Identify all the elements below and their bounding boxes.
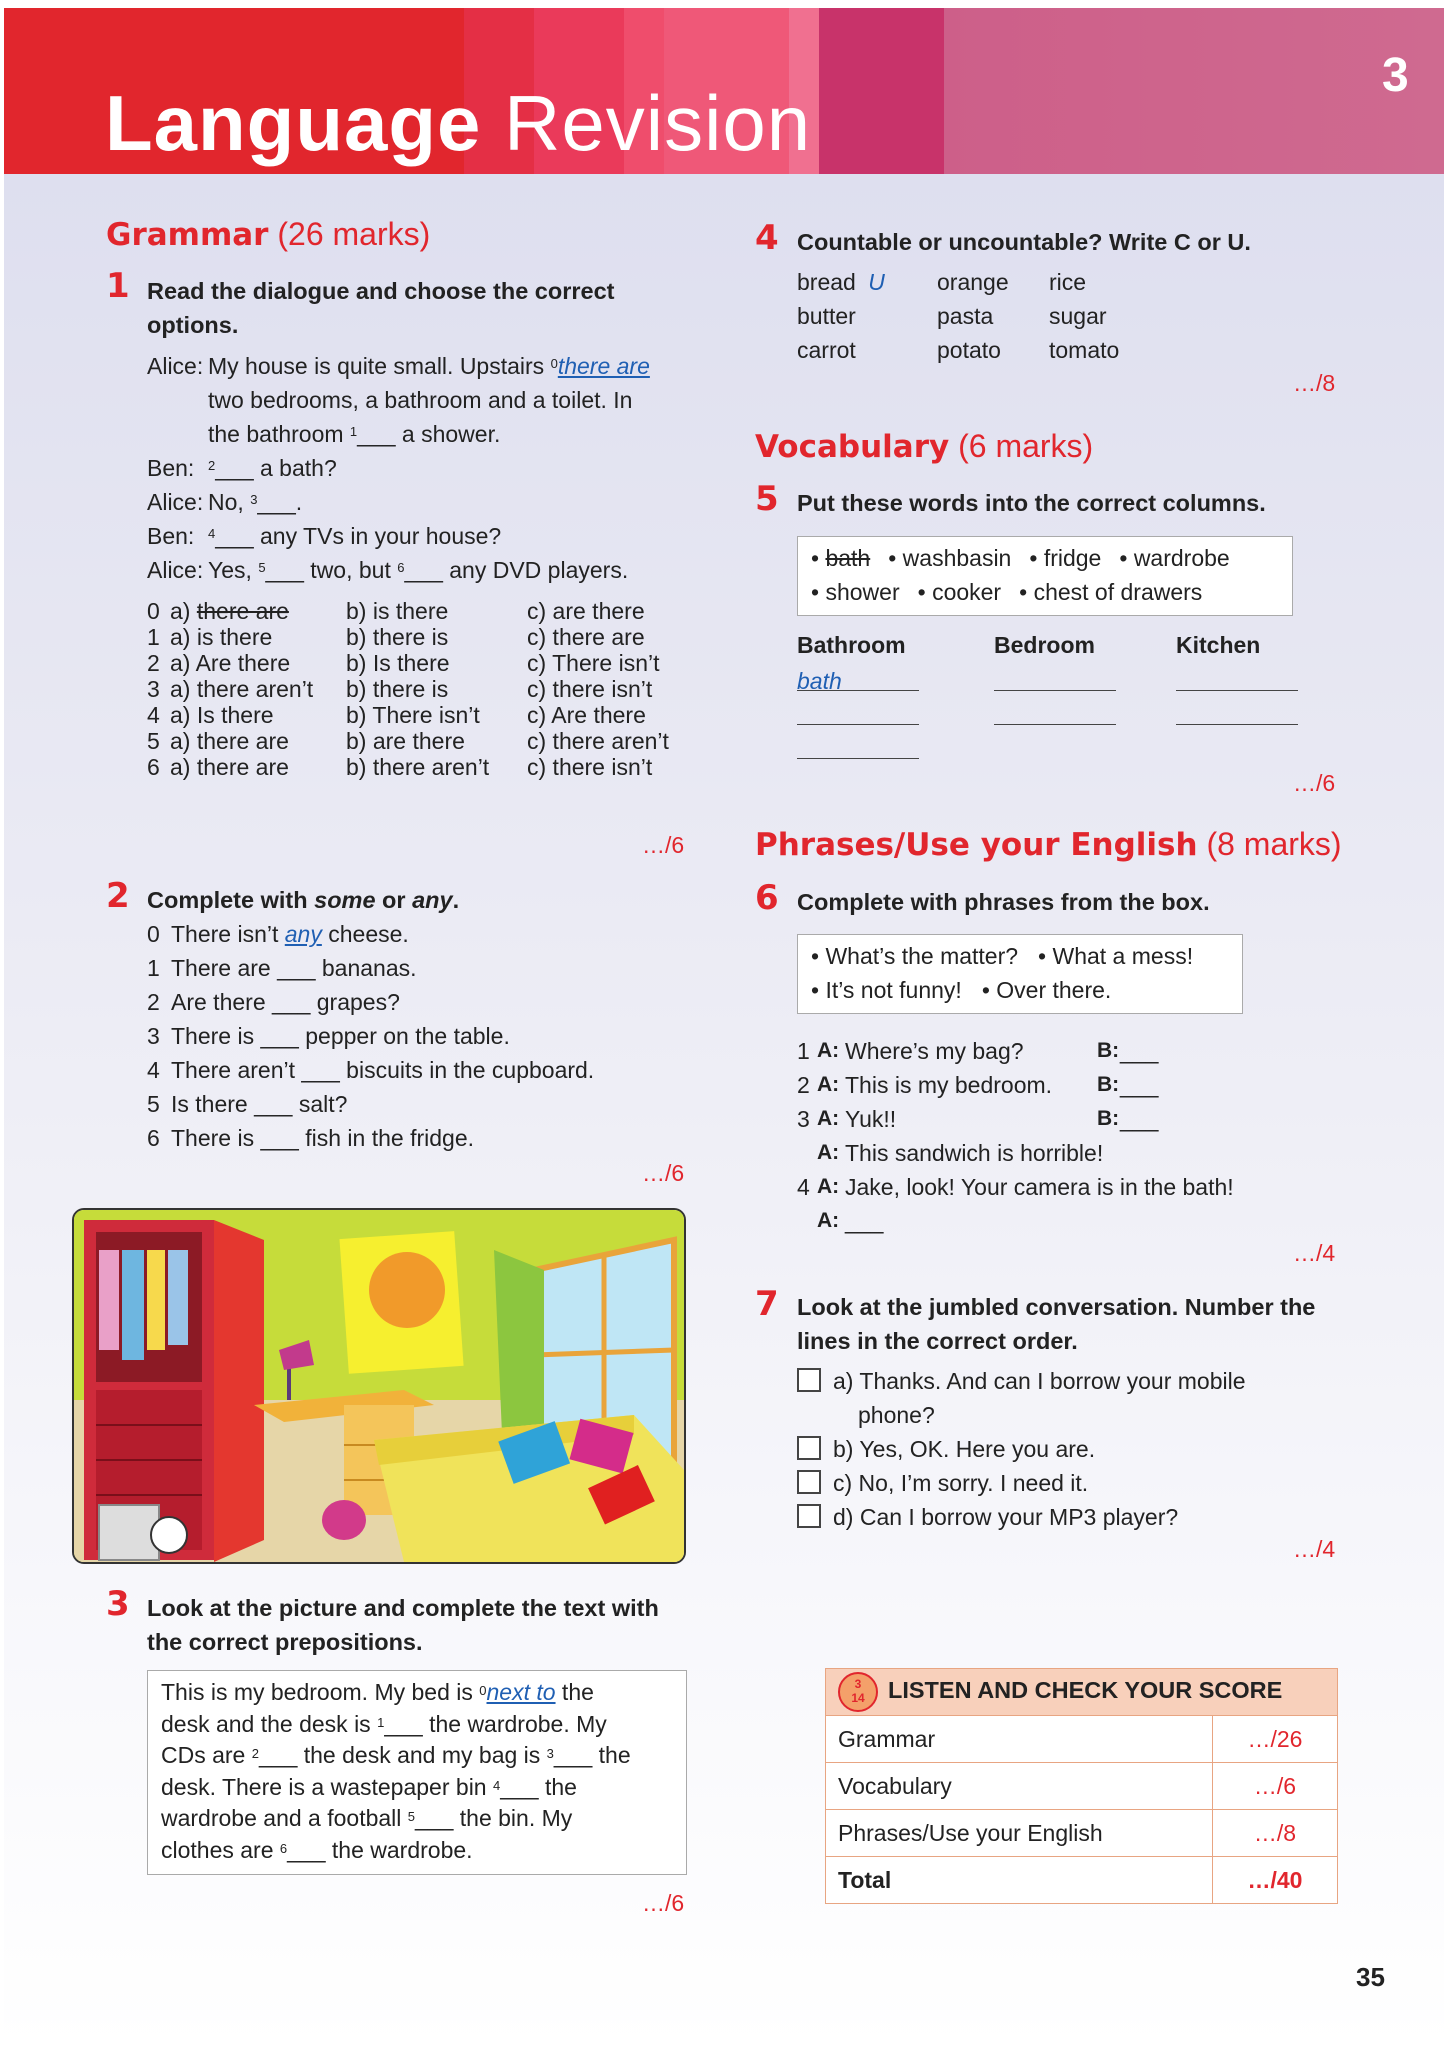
- jumbled-line: [797, 1500, 1246, 1534]
- box-word: • washbasin: [888, 545, 1012, 571]
- line-text: d) Can I borrow your MP3 player?: [833, 1504, 1179, 1530]
- example-answer: there are: [557, 353, 650, 379]
- crossed-option: there are: [196, 598, 289, 624]
- box-phrase: • What a mess!: [1038, 943, 1194, 969]
- line-text: Jake, look! Your camera is in the bath!: [845, 1174, 1234, 1200]
- gap-number: 4: [208, 526, 216, 541]
- word: potato: [937, 337, 1001, 363]
- option-b[interactable]: b) There isn’t: [346, 702, 480, 728]
- dialogue-text: Yes, $^5$___ two, but $^6$___ any DVD players.: [208, 557, 629, 583]
- speaker: Alice:: [147, 489, 204, 515]
- speaker-a: A:: [817, 1175, 840, 1198]
- word: butter: [797, 303, 856, 329]
- option-b[interactable]: b) are there: [346, 728, 465, 754]
- item-number: 3: [797, 1106, 810, 1132]
- line-text: This sandwich is horrible!: [845, 1140, 1104, 1166]
- box-phrase: • It’s not funny!: [811, 977, 962, 1003]
- exercise-3-instruction: Look at the picture and complete the text with the correct prepositions.: [147, 1595, 659, 1655]
- exercise-5-word-box: [797, 536, 1293, 616]
- exercise-5-number: 5: [755, 479, 779, 519]
- item-number: 1: [797, 1038, 810, 1064]
- dialogue-text: the bathroom $^1$___ a shower.: [208, 421, 501, 447]
- gap-number: 6: [397, 560, 405, 575]
- option-number: 6: [147, 754, 160, 780]
- option-a[interactable]: a) there are: [170, 754, 289, 780]
- speaker-a: A:: [817, 1141, 840, 1164]
- dialogue-text: No, $^3$___.: [208, 489, 303, 515]
- order-checkbox[interactable]: [797, 1470, 821, 1494]
- dialogue-text: $^2$___ a bath?: [208, 455, 337, 481]
- order-checkbox[interactable]: [797, 1368, 821, 1392]
- option-a[interactable]: a) there are: [170, 728, 289, 754]
- line-text: a) Thanks. And can I borrow your mobile: [833, 1368, 1246, 1394]
- item-number: 4: [147, 1057, 160, 1083]
- bathroom-example-answer: bath: [797, 668, 842, 694]
- bedroom-blank-1[interactable]: [994, 724, 1116, 725]
- answer-blank[interactable]: ___: [1120, 1106, 1159, 1132]
- line-text: Where’s my bag?: [845, 1038, 1024, 1064]
- box-word: • chest of drawers: [1019, 579, 1203, 605]
- exercise-2-instruction: Complete with some or any.: [147, 887, 460, 913]
- option-number: 1: [147, 624, 160, 650]
- order-checkbox[interactable]: [797, 1504, 821, 1528]
- word: orange: [937, 269, 1009, 295]
- gap-number: 0: [550, 356, 558, 371]
- exercise-4-number: 4: [755, 218, 779, 258]
- exercise-5-instruction: Put these words into the correct columns.: [797, 490, 1266, 516]
- option-c[interactable]: c) there are: [527, 624, 645, 650]
- box-phrase: • What’s the matter?: [811, 943, 1019, 969]
- bathroom-blank-1[interactable]: [797, 724, 919, 725]
- phrases-heading: Phrases/Use your English (8 marks): [755, 826, 1342, 863]
- answer-blank[interactable]: ___: [1120, 1072, 1159, 1098]
- option-a[interactable]: a) there are: [170, 598, 289, 624]
- speaker: Alice:: [147, 353, 204, 379]
- word: tomato: [1049, 337, 1120, 363]
- bedroom-picture: [72, 1208, 686, 1564]
- option-b[interactable]: b) is there: [346, 598, 449, 624]
- speaker-b: B:: [1097, 1073, 1120, 1096]
- exercise-2-marks: …/6: [642, 1160, 685, 1186]
- jumbled-line: [797, 1364, 1246, 1398]
- exercise-6-number: 6: [755, 878, 779, 918]
- word: pasta: [937, 303, 994, 329]
- item-text: There aren’t ___ biscuits in the cupboard.: [171, 1057, 595, 1083]
- exercise-5-marks: …/6: [1293, 770, 1336, 796]
- exercise-7-number: 7: [755, 1284, 779, 1324]
- option-number: 5: [147, 728, 160, 754]
- page-title: Language Revision: [105, 79, 812, 167]
- box-word: • cooker: [917, 579, 1002, 605]
- answer-blank[interactable]: ___: [1120, 1038, 1159, 1064]
- exercise-6-phrase-box: [797, 934, 1243, 1014]
- option-number: 4: [147, 702, 160, 728]
- item-number: 2: [797, 1072, 810, 1098]
- score-header: 3 14 LISTEN AND CHECK YOUR SCORE: [826, 1669, 1338, 1716]
- exercise-3-text-box: [147, 1670, 687, 1875]
- kitchen-blank-0[interactable]: [1176, 690, 1298, 691]
- exercise-2-number: 2: [106, 876, 130, 916]
- bathroom-blank-0[interactable]: [797, 690, 919, 691]
- exercise-7-items: [797, 1364, 1246, 1534]
- speaker-a: A:: [817, 1209, 840, 1232]
- example-answer: any: [284, 921, 322, 947]
- exercise-3-text: This is my bedroom. My bed is $^0$next to the desk and the desk is $^1$___ the wardrobe. My CDs are $^2$___ the desk and my bag is $^3$___ the desk. There is a wastepaper bin $^4$___ the wardrobe and a football $^5$___ the bin. My clothes are $^6$___ the wardrobe.: [161, 1679, 631, 1863]
- option-c[interactable]: c) there isn’t: [527, 754, 653, 780]
- option-c[interactable]: c) Are there: [527, 702, 646, 728]
- dialogue-text: $^4$___ any TVs in your house?: [208, 523, 502, 549]
- line-text: b) Yes, OK. Here you are.: [833, 1436, 1096, 1462]
- item-number: 4: [797, 1174, 810, 1200]
- speaker: Ben:: [147, 523, 195, 549]
- exercise-3-number: 3: [106, 1584, 130, 1624]
- speaker: Ben:: [147, 455, 195, 481]
- word: carrot: [797, 337, 856, 363]
- speaker-a: A:: [817, 1039, 840, 1062]
- item-number: 1: [147, 955, 160, 981]
- item-text: Are there ___ grapes?: [171, 989, 400, 1015]
- bathroom-blank-2[interactable]: [797, 758, 919, 759]
- box-word: • shower: [811, 579, 900, 605]
- gap-number: 5: [258, 560, 266, 575]
- bedroom-illustration: [74, 1210, 684, 1562]
- option-a[interactable]: a) there aren’t: [170, 676, 314, 702]
- exercise-3-marks: …/6: [642, 1890, 685, 1916]
- score-row-vocabulary: Vocabulary …/6: [826, 1763, 1338, 1810]
- listen-audio-icon[interactable]: 3 14: [838, 1672, 878, 1712]
- kitchen-blank-1[interactable]: [1176, 724, 1298, 725]
- dialogue-text: two bedrooms, a bathroom and a toilet. In: [208, 387, 633, 413]
- example-answer: U: [861, 269, 885, 295]
- word-box-row: [811, 575, 1248, 609]
- speaker-b: B:: [1097, 1039, 1120, 1062]
- gap-number: 3: [250, 492, 258, 507]
- option-a[interactable]: a) Are there: [170, 650, 291, 676]
- word: bread U: [797, 269, 885, 295]
- exercise-7-marks: …/4: [1293, 1536, 1336, 1562]
- score-table: [825, 1668, 1338, 1904]
- item-text: Is there ___ salt?: [171, 1091, 348, 1117]
- exercise-1-marks: …/6: [642, 832, 685, 858]
- gap-number: 2: [208, 458, 216, 473]
- dialogue-text: My house is quite small. Upstairs $^0$there are: [208, 353, 650, 379]
- line-text: This is my bedroom.: [845, 1072, 1053, 1098]
- line-text-continued: phone?: [858, 1402, 935, 1428]
- item-number: 2: [147, 989, 160, 1015]
- option-a[interactable]: a) is there: [170, 624, 273, 650]
- gap-number: 1: [349, 424, 358, 439]
- item-text: There are ___ bananas.: [171, 955, 417, 981]
- score-row-phrases: Phrases/Use your English …/8: [826, 1810, 1338, 1857]
- page-number: 35: [1356, 1962, 1385, 1992]
- option-number: 3: [147, 676, 160, 702]
- exercise-1-number: 1: [106, 266, 130, 306]
- unit-number: 3: [1382, 49, 1409, 102]
- word-box-row: [811, 541, 1248, 575]
- answer-blank[interactable]: ___: [845, 1208, 884, 1234]
- option-number: 0: [147, 598, 160, 624]
- speaker-a: A:: [817, 1073, 840, 1096]
- option-c[interactable]: c) there isn’t: [527, 676, 653, 702]
- box-word: • fridge: [1029, 545, 1102, 571]
- score-header-row: [826, 1669, 1338, 1716]
- exercise-1-instruction: Read the dialogue and choose the correct options.: [147, 278, 615, 338]
- bedroom-blank-0[interactable]: [994, 690, 1116, 691]
- phrase-box-row: [811, 939, 1213, 973]
- exercise-4-marks: …/8: [1293, 370, 1336, 396]
- word: rice: [1049, 269, 1087, 295]
- exercise-4-instruction: Countable or uncountable? Write C or U.: [797, 229, 1251, 255]
- score-row-total: Total …/40: [826, 1857, 1338, 1904]
- vocabulary-heading: Vocabulary (6 marks): [755, 428, 1094, 465]
- option-a[interactable]: a) Is there: [170, 702, 274, 728]
- grammar-heading: Grammar (26 marks): [106, 216, 431, 253]
- column-bedroom: Bedroom: [994, 632, 1095, 658]
- option-c[interactable]: c) there aren’t: [527, 728, 669, 754]
- exercise-6-marks: …/4: [1293, 1240, 1336, 1266]
- option-number: 2: [147, 650, 160, 676]
- column-bathroom: Bathroom: [797, 632, 906, 658]
- item-number: 5: [147, 1091, 160, 1117]
- word: sugar: [1049, 303, 1107, 329]
- box-word: • wardrobe: [1119, 545, 1230, 571]
- speaker-a: A:: [817, 1107, 840, 1130]
- line-text: Yuk!!: [845, 1106, 897, 1132]
- option-b[interactable]: b) there aren’t: [346, 754, 490, 780]
- item-text: There isn’t any cheese.: [171, 921, 409, 947]
- option-c[interactable]: c) There isn’t: [527, 650, 660, 676]
- item-number: 0: [147, 921, 160, 947]
- item-number: 6: [147, 1125, 160, 1151]
- line-text: c) No, I’m sorry. I need it.: [833, 1470, 1089, 1496]
- column-kitchen: Kitchen: [1176, 632, 1261, 658]
- jumbled-line: [797, 1466, 1246, 1500]
- option-b[interactable]: b) there is: [346, 624, 449, 650]
- item-number: 3: [147, 1023, 160, 1049]
- jumbled-line: [797, 1432, 1246, 1466]
- option-b[interactable]: b) Is there: [346, 650, 450, 676]
- item-text: There is ___ pepper on the table.: [171, 1023, 510, 1049]
- box-phrase: • Over there.: [981, 977, 1112, 1003]
- item-text: There is ___ fish in the fridge.: [171, 1125, 474, 1151]
- option-b[interactable]: b) there is: [346, 676, 449, 702]
- order-checkbox[interactable]: [797, 1436, 821, 1460]
- option-c[interactable]: c) are there: [527, 598, 645, 624]
- exercise-6-instruction: Complete with phrases from the box.: [797, 889, 1210, 915]
- speaker: Alice:: [147, 557, 204, 583]
- box-word: • bath: [811, 545, 871, 571]
- exercise-7-instruction: Look at the jumbled conversation. Number the lines in the correct order.: [797, 1294, 1316, 1354]
- speaker-b: B:: [1097, 1107, 1120, 1130]
- phrase-box-row: [811, 973, 1213, 1007]
- score-row-grammar: Grammar …/26: [826, 1716, 1338, 1763]
